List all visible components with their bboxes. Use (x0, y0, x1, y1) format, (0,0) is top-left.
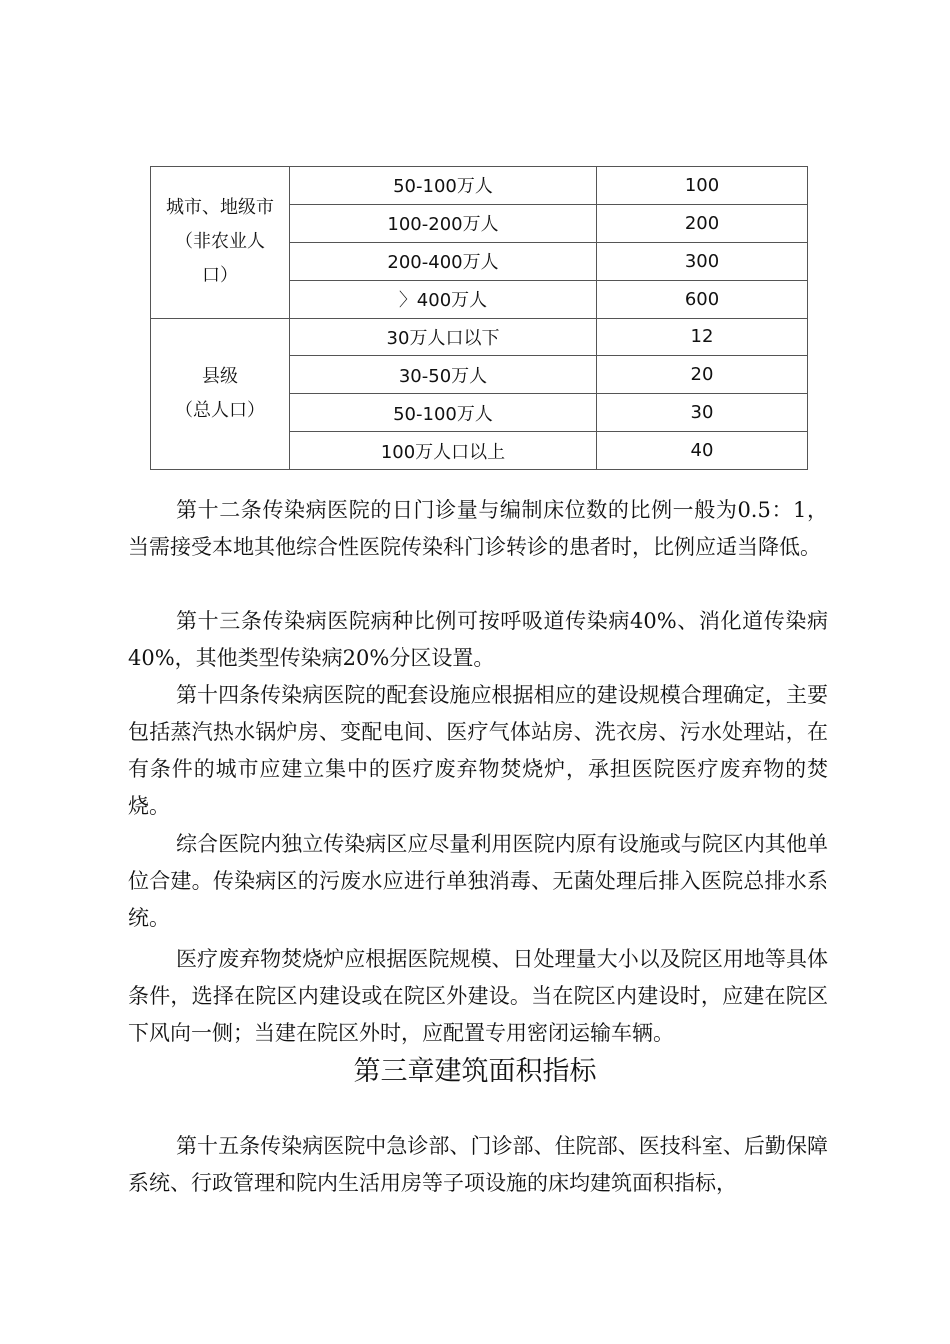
incinerator-paragraph: 医疗废弃物焚烧炉应根据医院规模、日处理量大小以及院区用地等具体条件，选择在院区内建设或在院区外建设。当在院区内建设时，应建在院区下风向一侧；当建在院区外时，应配置专用密闭运输车辆。 (128, 947, 828, 1045)
bed-scale-table (150, 166, 808, 470)
chapter-heading: 第三章建筑面积指标 (353, 1056, 597, 1087)
range-cell: 30万人口以下 (290, 318, 597, 356)
article-13-paragraph: 第十三条传染病医院病种比例可按呼吸道传染病40%、消化道传染病40%，其他类型传染病20%分区设置。 (128, 609, 828, 670)
value-cell: 40 (597, 432, 808, 470)
category-line: 城市、地级市 (166, 197, 274, 219)
range-cell: 100万人口以上 (290, 432, 597, 470)
table-row (151, 318, 808, 356)
value-cell: 12 (597, 318, 808, 356)
article-14-paragraph: 第十四条传染病医院的配套设施应根据相应的建设规模合理确定，主要包括蒸汽热水锅炉房、变配电间、医疗气体站房、洗衣房、污水处理站，在有条件的城市应建立集中的医疗废弃物焚烧炉，承担医院医疗废弃物的焚烧。 (128, 683, 828, 818)
range-cell: 〉400万人 (290, 280, 597, 318)
general-hospital-paragraph: 综合医院内独立传染病区应尽量利用医院内原有设施或与院区内其他单位合建。传染病区的污废水应进行单独消毒、无菌处理后排入医院总排水系统。 (128, 832, 828, 930)
category-line: 县级 (202, 365, 238, 387)
range-cell: 30-50万人 (290, 356, 597, 394)
table-row (151, 167, 808, 205)
range-cell: 50-100万人 (290, 167, 597, 205)
value-cell: 300 (597, 242, 808, 280)
value-cell: 20 (597, 356, 808, 394)
value-cell: 600 (597, 280, 808, 318)
category-cell-county (151, 318, 290, 470)
category-line: （总人口） (175, 399, 265, 421)
range-cell: 200-400万人 (290, 242, 597, 280)
value-cell: 200 (597, 204, 808, 242)
article-12-paragraph: 第十二条传染病医院的日门诊量与编制床位数的比例一般为0.5：1，当需接受本地其他综合性医院传染科门诊转诊的患者时，比例应适当降低。 (128, 498, 828, 559)
article-15-paragraph: 第十五条传染病医院中急诊部、门诊部、住院部、医技科室、后勤保障系统、行政管理和院内生活用房等子项设施的床均建筑面积指标， (128, 1134, 828, 1195)
value-cell: 100 (597, 167, 808, 205)
value-cell: 30 (597, 394, 808, 432)
range-cell: 100-200万人 (290, 204, 597, 242)
category-cell-city (151, 167, 290, 319)
range-cell: 50-100万人 (290, 394, 597, 432)
category-line: （非农业人 (175, 231, 265, 253)
category-line: 口） (202, 265, 238, 287)
